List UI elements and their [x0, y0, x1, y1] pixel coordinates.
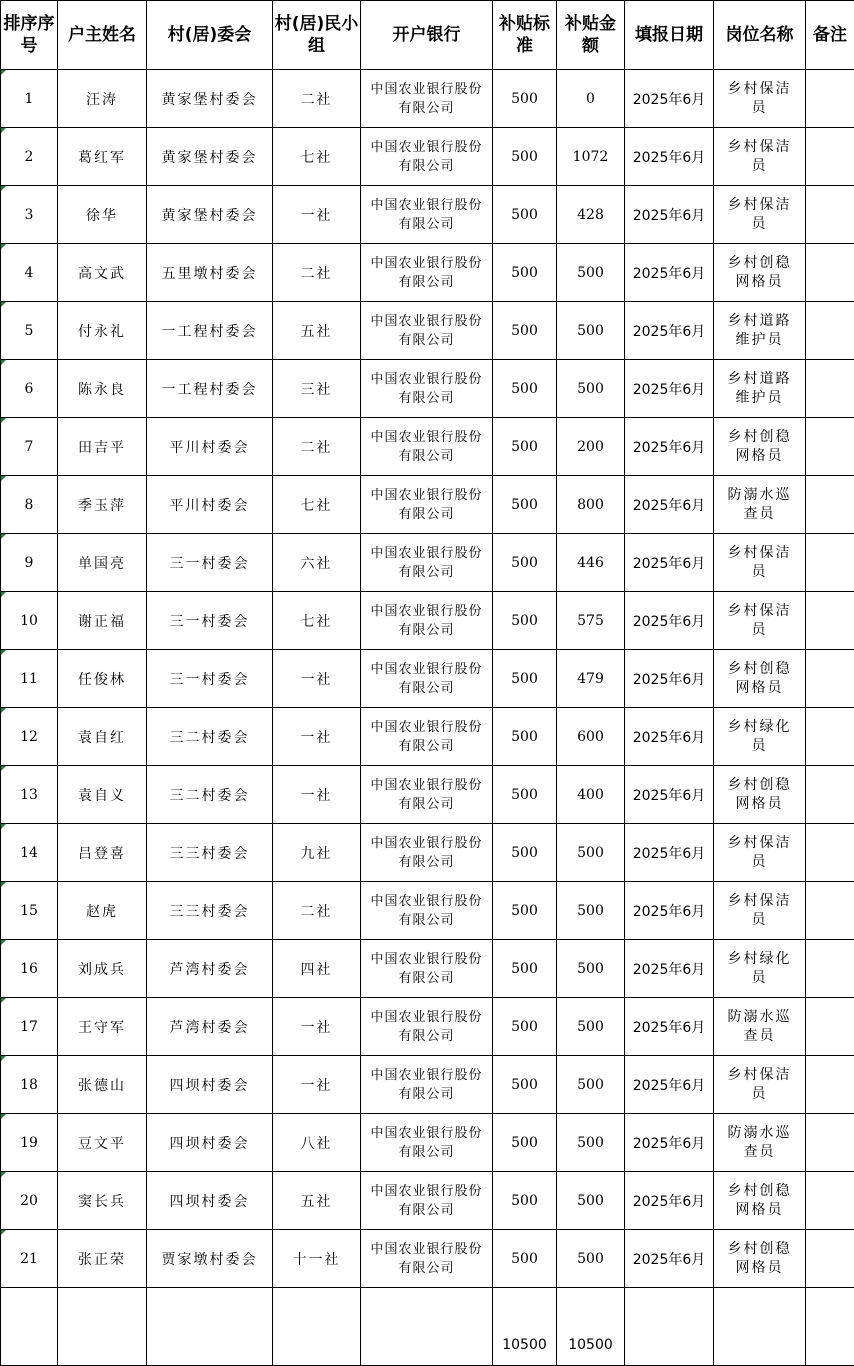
cell-seq: 12	[1, 708, 58, 766]
table-row	[1, 186, 854, 244]
cell-amount: 800	[557, 476, 625, 534]
cell-bank: 中国农业银行股份有限公司	[361, 186, 493, 244]
cell-amount: 500	[557, 824, 625, 882]
cell-date: 2025年6月	[625, 1056, 714, 1114]
cell-bank: 中国农业银行股份有限公司	[361, 1114, 493, 1172]
cell-seq: 18	[1, 1056, 58, 1114]
total-standard: 10500	[493, 1288, 557, 1366]
cell-amount: 200	[557, 418, 625, 476]
total-cell-empty	[1, 1288, 58, 1366]
cell-seq: 2	[1, 128, 58, 186]
cell-name: 张正荣	[58, 1230, 147, 1288]
cell-name: 付永礼	[58, 302, 147, 360]
cell-standard: 500	[493, 70, 557, 128]
cell-seq: 16	[1, 940, 58, 998]
cell-remark	[806, 244, 854, 302]
table-row	[1, 476, 854, 534]
cell-name: 袁自红	[58, 708, 147, 766]
cell-seq: 21	[1, 1230, 58, 1288]
cell-name: 吕登喜	[58, 824, 147, 882]
header-post: 岗位名称	[714, 1, 806, 70]
cell-remark	[806, 998, 854, 1056]
cell-date: 2025年6月	[625, 766, 714, 824]
cell-name: 葛红军	[58, 128, 147, 186]
cell-standard: 500	[493, 360, 557, 418]
cell-post: 乡村保洁员	[714, 128, 806, 186]
cell-remark	[806, 534, 854, 592]
cell-village: 三三村委会	[147, 882, 273, 940]
cell-amount: 446	[557, 534, 625, 592]
table-row	[1, 766, 854, 824]
cell-amount: 500	[557, 1056, 625, 1114]
cell-remark	[806, 418, 854, 476]
cell-seq: 8	[1, 476, 58, 534]
cell-date: 2025年6月	[625, 70, 714, 128]
header-date: 填报日期	[625, 1, 714, 70]
cell-bank: 中国农业银行股份有限公司	[361, 70, 493, 128]
cell-bank: 中国农业银行股份有限公司	[361, 824, 493, 882]
cell-amount: 500	[557, 302, 625, 360]
cell-date: 2025年6月	[625, 998, 714, 1056]
cell-date: 2025年6月	[625, 418, 714, 476]
cell-amount: 500	[557, 940, 625, 998]
cell-date: 2025年6月	[625, 1230, 714, 1288]
cell-name: 赵虎	[58, 882, 147, 940]
cell-date: 2025年6月	[625, 940, 714, 998]
table-row	[1, 1172, 854, 1230]
cell-seq: 17	[1, 998, 58, 1056]
cell-amount: 479	[557, 650, 625, 708]
cell-standard: 500	[493, 1114, 557, 1172]
cell-village: 三一村委会	[147, 592, 273, 650]
cell-amount: 500	[557, 998, 625, 1056]
cell-remark	[806, 1114, 854, 1172]
cell-remark	[806, 766, 854, 824]
cell-date: 2025年6月	[625, 1172, 714, 1230]
cell-standard: 500	[493, 650, 557, 708]
cell-standard: 500	[493, 998, 557, 1056]
cell-post: 防溺水巡查员	[714, 998, 806, 1056]
header-group: 村(居)民小组	[273, 1, 361, 70]
cell-group: 二社	[273, 70, 361, 128]
cell-bank: 中国农业银行股份有限公司	[361, 476, 493, 534]
cell-bank: 中国农业银行股份有限公司	[361, 244, 493, 302]
cell-bank: 中国农业银行股份有限公司	[361, 418, 493, 476]
table-row	[1, 708, 854, 766]
cell-group: 一社	[273, 186, 361, 244]
cell-post: 乡村绿化员	[714, 708, 806, 766]
cell-standard: 500	[493, 476, 557, 534]
table-row	[1, 1056, 854, 1114]
cell-post: 乡村保洁员	[714, 882, 806, 940]
cell-village: 黄家堡村委会	[147, 128, 273, 186]
cell-group: 八社	[273, 1114, 361, 1172]
table-row	[1, 1114, 854, 1172]
total-cell-empty	[58, 1288, 147, 1366]
table-row	[1, 128, 854, 186]
cell-seq: 11	[1, 650, 58, 708]
cell-group: 十一社	[273, 1230, 361, 1288]
cell-post: 防溺水巡查员	[714, 1114, 806, 1172]
cell-post: 乡村保洁员	[714, 1056, 806, 1114]
cell-name: 徐华	[58, 186, 147, 244]
cell-name: 王守军	[58, 998, 147, 1056]
cell-bank: 中国农业银行股份有限公司	[361, 1230, 493, 1288]
cell-date: 2025年6月	[625, 882, 714, 940]
cell-group: 三社	[273, 360, 361, 418]
cell-name: 单国亮	[58, 534, 147, 592]
total-cell-empty	[273, 1288, 361, 1366]
cell-post: 乡村保洁员	[714, 70, 806, 128]
header-name: 户主姓名	[58, 1, 147, 70]
table-row	[1, 244, 854, 302]
cell-amount: 500	[557, 882, 625, 940]
cell-standard: 500	[493, 766, 557, 824]
cell-group: 五社	[273, 1172, 361, 1230]
cell-post: 乡村保洁员	[714, 534, 806, 592]
cell-group: 六社	[273, 534, 361, 592]
cell-standard: 500	[493, 302, 557, 360]
cell-amount: 400	[557, 766, 625, 824]
cell-group: 七社	[273, 476, 361, 534]
cell-seq: 6	[1, 360, 58, 418]
cell-group: 二社	[273, 418, 361, 476]
table-row	[1, 302, 854, 360]
cell-seq: 3	[1, 186, 58, 244]
cell-group: 一社	[273, 998, 361, 1056]
cell-amount: 600	[557, 708, 625, 766]
cell-post: 乡村道路维护员	[714, 302, 806, 360]
cell-group: 九社	[273, 824, 361, 882]
cell-standard: 500	[493, 1056, 557, 1114]
cell-post: 防溺水巡查员	[714, 476, 806, 534]
cell-village: 芦湾村委会	[147, 940, 273, 998]
cell-standard: 500	[493, 128, 557, 186]
total-cell-empty	[625, 1288, 714, 1366]
cell-standard: 500	[493, 534, 557, 592]
total-amount: 10500	[557, 1288, 625, 1366]
header-amount: 补贴金额	[557, 1, 625, 70]
cell-post: 乡村创稳网格员	[714, 766, 806, 824]
cell-group: 七社	[273, 592, 361, 650]
cell-name: 张德山	[58, 1056, 147, 1114]
table-row	[1, 940, 854, 998]
cell-seq: 15	[1, 882, 58, 940]
cell-group: 一社	[273, 1056, 361, 1114]
total-cell-empty	[361, 1288, 493, 1366]
cell-date: 2025年6月	[625, 650, 714, 708]
cell-remark	[806, 360, 854, 418]
cell-bank: 中国农业银行股份有限公司	[361, 882, 493, 940]
cell-bank: 中国农业银行股份有限公司	[361, 766, 493, 824]
cell-bank: 中国农业银行股份有限公司	[361, 708, 493, 766]
cell-village: 平川村委会	[147, 476, 273, 534]
cell-amount: 500	[557, 1172, 625, 1230]
cell-remark	[806, 1230, 854, 1288]
table-row	[1, 1230, 854, 1288]
header-seq: 排序序号	[1, 1, 58, 70]
cell-village: 三一村委会	[147, 534, 273, 592]
cell-group: 一社	[273, 708, 361, 766]
cell-bank: 中国农业银行股份有限公司	[361, 128, 493, 186]
cell-amount: 428	[557, 186, 625, 244]
cell-bank: 中国农业银行股份有限公司	[361, 592, 493, 650]
table-row	[1, 592, 854, 650]
cell-village: 四坝村委会	[147, 1114, 273, 1172]
cell-remark	[806, 882, 854, 940]
cell-bank: 中国农业银行股份有限公司	[361, 360, 493, 418]
cell-standard: 500	[493, 708, 557, 766]
cell-date: 2025年6月	[625, 1114, 714, 1172]
cell-remark	[806, 708, 854, 766]
cell-village: 五里墩村委会	[147, 244, 273, 302]
cell-standard: 500	[493, 940, 557, 998]
cell-group: 一社	[273, 766, 361, 824]
cell-post: 乡村绿化员	[714, 940, 806, 998]
cell-remark	[806, 1056, 854, 1114]
cell-amount: 500	[557, 1230, 625, 1288]
cell-bank: 中国农业银行股份有限公司	[361, 998, 493, 1056]
cell-date: 2025年6月	[625, 360, 714, 418]
cell-date: 2025年6月	[625, 534, 714, 592]
cell-post: 乡村创稳网格员	[714, 1172, 806, 1230]
header-remark: 备注	[806, 1, 854, 70]
cell-name: 袁自义	[58, 766, 147, 824]
cell-standard: 500	[493, 186, 557, 244]
table-row	[1, 418, 854, 476]
cell-bank: 中国农业银行股份有限公司	[361, 302, 493, 360]
total-cell-empty	[806, 1288, 854, 1366]
cell-date: 2025年6月	[625, 476, 714, 534]
table-row	[1, 70, 854, 128]
cell-remark	[806, 186, 854, 244]
cell-date: 2025年6月	[625, 592, 714, 650]
table-row	[1, 650, 854, 708]
cell-post: 乡村创稳网格员	[714, 244, 806, 302]
cell-seq: 20	[1, 1172, 58, 1230]
header-village: 村(居)委会	[147, 1, 273, 70]
cell-seq: 9	[1, 534, 58, 592]
cell-remark	[806, 476, 854, 534]
cell-standard: 500	[493, 244, 557, 302]
cell-post: 乡村创稳网格员	[714, 650, 806, 708]
cell-seq: 4	[1, 244, 58, 302]
table-row	[1, 998, 854, 1056]
cell-name: 谢正福	[58, 592, 147, 650]
cell-name: 田吉平	[58, 418, 147, 476]
header-bank: 开户银行	[361, 1, 493, 70]
table-row	[1, 360, 854, 418]
cell-village: 三二村委会	[147, 708, 273, 766]
cell-amount: 500	[557, 244, 625, 302]
cell-date: 2025年6月	[625, 708, 714, 766]
cell-name: 任俊林	[58, 650, 147, 708]
cell-seq: 13	[1, 766, 58, 824]
total-cell-empty	[714, 1288, 806, 1366]
cell-village: 三一村委会	[147, 650, 273, 708]
cell-date: 2025年6月	[625, 244, 714, 302]
cell-group: 一社	[273, 650, 361, 708]
cell-name: 汪涛	[58, 70, 147, 128]
cell-village: 一工程村委会	[147, 302, 273, 360]
cell-post: 乡村保洁员	[714, 592, 806, 650]
cell-amount: 500	[557, 360, 625, 418]
cell-seq: 14	[1, 824, 58, 882]
cell-name: 豆文平	[58, 1114, 147, 1172]
cell-post: 乡村创稳网格员	[714, 418, 806, 476]
cell-remark	[806, 650, 854, 708]
cell-post: 乡村道路维护员	[714, 360, 806, 418]
cell-seq: 1	[1, 70, 58, 128]
cell-remark	[806, 302, 854, 360]
cell-bank: 中国农业银行股份有限公司	[361, 1056, 493, 1114]
cell-village: 三三村委会	[147, 824, 273, 882]
cell-group: 七社	[273, 128, 361, 186]
cell-date: 2025年6月	[625, 128, 714, 186]
cell-post: 乡村保洁员	[714, 824, 806, 882]
cell-seq: 10	[1, 592, 58, 650]
cell-remark	[806, 592, 854, 650]
cell-remark	[806, 128, 854, 186]
cell-village: 黄家堡村委会	[147, 70, 273, 128]
header-standard: 补贴标准	[493, 1, 557, 70]
cell-village: 一工程村委会	[147, 360, 273, 418]
table-row	[1, 824, 854, 882]
cell-standard: 500	[493, 418, 557, 476]
cell-name: 陈永良	[58, 360, 147, 418]
cell-standard: 500	[493, 1172, 557, 1230]
cell-standard: 500	[493, 824, 557, 882]
cell-remark	[806, 1172, 854, 1230]
cell-standard: 500	[493, 592, 557, 650]
cell-seq: 5	[1, 302, 58, 360]
cell-village: 黄家堡村委会	[147, 186, 273, 244]
cell-village: 四坝村委会	[147, 1172, 273, 1230]
cell-group: 四社	[273, 940, 361, 998]
cell-village: 芦湾村委会	[147, 998, 273, 1056]
cell-post: 乡村保洁员	[714, 186, 806, 244]
cell-seq: 19	[1, 1114, 58, 1172]
total-row	[1, 1288, 854, 1366]
cell-seq: 7	[1, 418, 58, 476]
cell-group: 五社	[273, 302, 361, 360]
cell-amount: 1072	[557, 128, 625, 186]
table-row	[1, 882, 854, 940]
cell-group: 二社	[273, 244, 361, 302]
cell-date: 2025年6月	[625, 186, 714, 244]
cell-date: 2025年6月	[625, 302, 714, 360]
table-row	[1, 534, 854, 592]
cell-amount: 500	[557, 1114, 625, 1172]
cell-group: 二社	[273, 882, 361, 940]
cell-remark	[806, 70, 854, 128]
cell-bank: 中国农业银行股份有限公司	[361, 534, 493, 592]
cell-post: 乡村创稳网格员	[714, 1230, 806, 1288]
cell-name: 高文武	[58, 244, 147, 302]
cell-standard: 500	[493, 1230, 557, 1288]
cell-village: 平川村委会	[147, 418, 273, 476]
cell-village: 四坝村委会	[147, 1056, 273, 1114]
cell-amount: 575	[557, 592, 625, 650]
cell-amount: 0	[557, 70, 625, 128]
cell-bank: 中国农业银行股份有限公司	[361, 1172, 493, 1230]
cell-bank: 中国农业银行股份有限公司	[361, 940, 493, 998]
cell-remark	[806, 940, 854, 998]
cell-village: 贾家墩村委会	[147, 1230, 273, 1288]
header-row	[1, 1, 854, 70]
cell-bank: 中国农业银行股份有限公司	[361, 650, 493, 708]
cell-village: 三二村委会	[147, 766, 273, 824]
cell-name: 季玉萍	[58, 476, 147, 534]
cell-standard: 500	[493, 882, 557, 940]
cell-date: 2025年6月	[625, 824, 714, 882]
total-cell-empty	[147, 1288, 273, 1366]
cell-name: 窦长兵	[58, 1172, 147, 1230]
cell-remark	[806, 824, 854, 882]
cell-name: 刘成兵	[58, 940, 147, 998]
